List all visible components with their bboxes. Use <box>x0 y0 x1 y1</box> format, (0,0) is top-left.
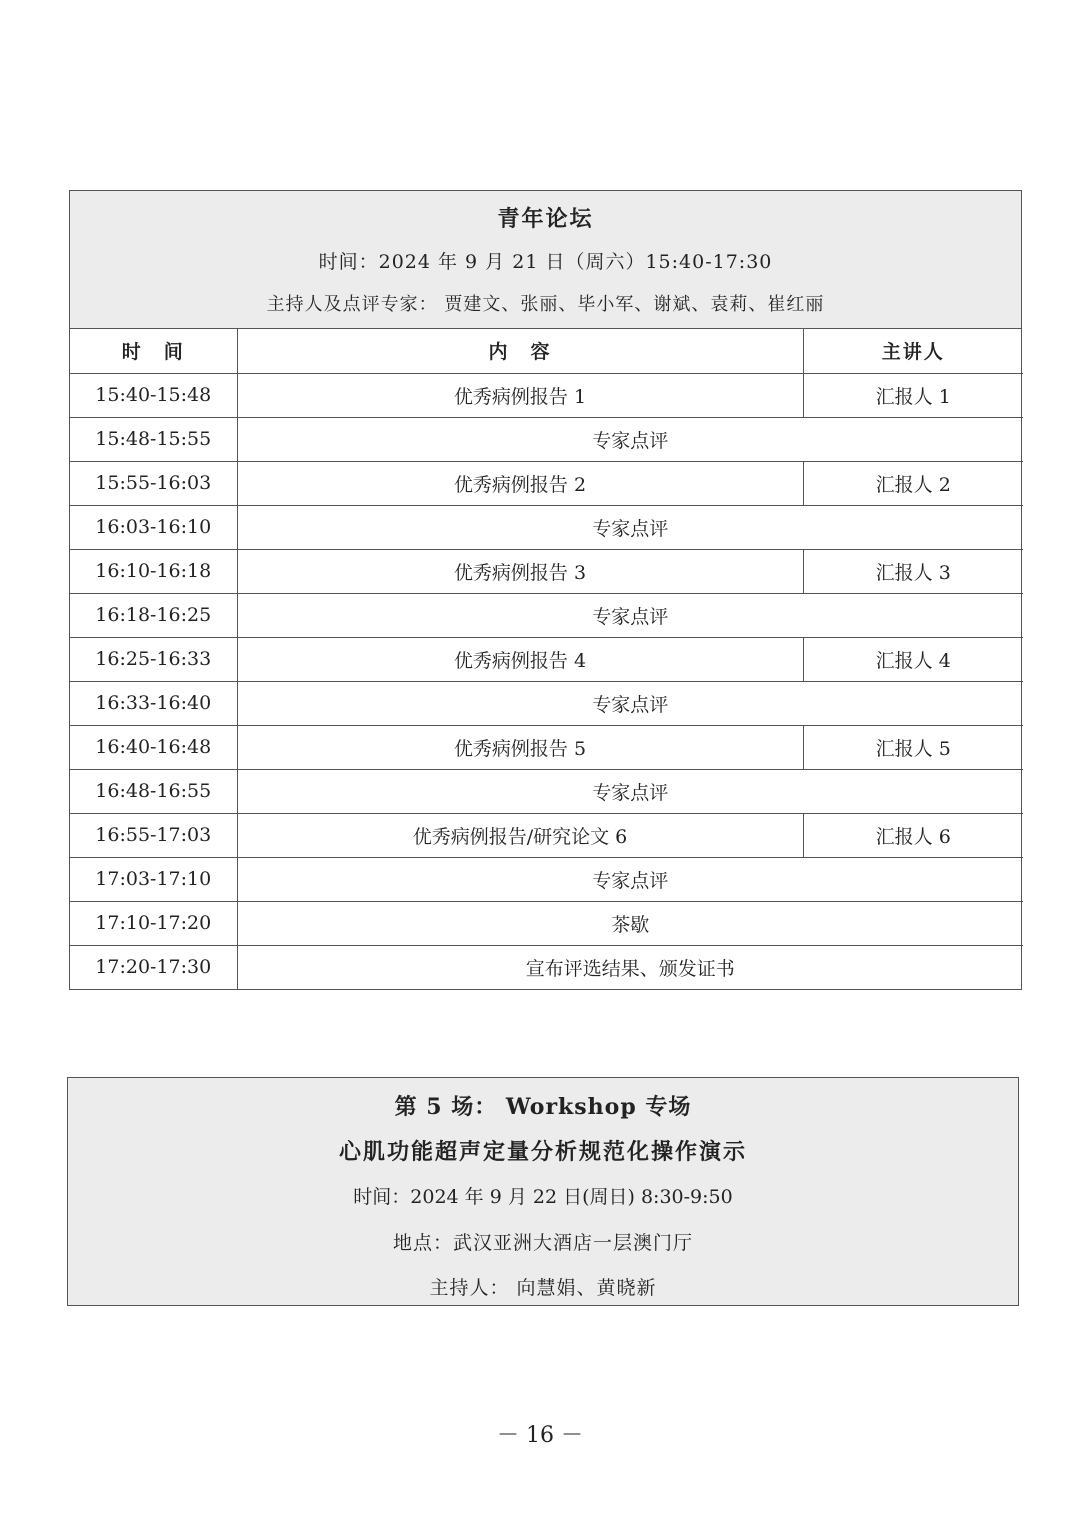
row-content: 优秀病例报告/研究论文 6 <box>237 813 803 857</box>
table-row <box>70 549 1023 593</box>
table-row <box>70 593 1023 637</box>
forum-title: 青年论坛 <box>497 206 594 232</box>
header-time: 时 间 <box>70 329 237 373</box>
row-time: 16:25-16:33 <box>70 637 237 681</box>
session5-time: 时间：2024 年 9 月 22 日(周日) 8:30-9:50 <box>353 1186 733 1208</box>
row-speaker: 汇报人 4 <box>803 637 1023 681</box>
row-content: 专家点评 <box>237 857 1023 901</box>
table-header-row <box>70 329 1023 373</box>
session5-location: 地点：武汉亚洲大酒店一层澳门厅 <box>392 1232 693 1254</box>
row-time: 15:48-15:55 <box>70 417 237 461</box>
table-row <box>70 461 1023 505</box>
header-content: 内 容 <box>237 329 803 373</box>
row-time: 17:10-17:20 <box>70 901 237 945</box>
row-content: 专家点评 <box>237 681 1023 725</box>
row-content: 优秀病例报告 2 <box>237 461 803 505</box>
row-time: 16:33-16:40 <box>70 681 237 725</box>
row-speaker: 汇报人 2 <box>803 461 1023 505</box>
row-content: 茶歇 <box>237 901 1023 945</box>
table-row <box>70 373 1023 417</box>
page-number: － 16 － <box>497 1423 583 1448</box>
row-speaker: 汇报人 1 <box>803 373 1023 417</box>
youth-forum-schedule <box>69 190 1022 990</box>
table-row <box>70 813 1023 857</box>
row-content: 优秀病例报告 5 <box>237 725 803 769</box>
session5-subtitle: 心肌功能超声定量分析规范化操作演示 <box>338 1139 747 1165</box>
forum-header <box>70 191 1021 329</box>
row-time: 16:48-16:55 <box>70 769 237 813</box>
row-content: 专家点评 <box>237 417 1023 461</box>
table-row <box>70 681 1023 725</box>
table-row <box>70 417 1023 461</box>
row-time: 15:55-16:03 <box>70 461 237 505</box>
session5-title: 第 5 场： Workshop 专场 <box>394 1094 692 1120</box>
session5-card <box>67 1077 1019 1306</box>
forum-hosts: 主持人及点评专家： 贾建文、张丽、毕小军、谢斌、袁莉、崔红丽 <box>266 294 825 315</box>
row-time: 15:40-15:48 <box>70 373 237 417</box>
row-content: 专家点评 <box>237 593 1023 637</box>
row-time: 16:10-16:18 <box>70 549 237 593</box>
row-time: 16:40-16:48 <box>70 725 237 769</box>
row-speaker: 汇报人 6 <box>803 813 1023 857</box>
forum-time: 时间：2024 年 9 月 21 日（周六）15:40-17:30 <box>318 251 773 273</box>
row-content: 专家点评 <box>237 505 1023 549</box>
session5-host: 主持人： 向慧娟、黄晓新 <box>429 1277 657 1299</box>
row-time: 16:55-17:03 <box>70 813 237 857</box>
row-speaker: 汇报人 3 <box>803 549 1023 593</box>
row-speaker: 汇报人 5 <box>803 725 1023 769</box>
row-time: 17:03-17:10 <box>70 857 237 901</box>
table-row <box>70 637 1023 681</box>
row-time: 16:18-16:25 <box>70 593 237 637</box>
table-row <box>70 945 1023 989</box>
row-content: 宣布评选结果、颁发证书 <box>237 945 1023 989</box>
row-content: 优秀病例报告 4 <box>237 637 803 681</box>
header-speaker: 主讲人 <box>803 329 1023 373</box>
table-row <box>70 505 1023 549</box>
table-row <box>70 901 1023 945</box>
table-row <box>70 725 1023 769</box>
schedule-table <box>70 329 1023 989</box>
table-row <box>70 857 1023 901</box>
row-content: 优秀病例报告 3 <box>237 549 803 593</box>
row-content: 专家点评 <box>237 769 1023 813</box>
row-time: 16:03-16:10 <box>70 505 237 549</box>
row-content: 优秀病例报告 1 <box>237 373 803 417</box>
table-row <box>70 769 1023 813</box>
row-time: 17:20-17:30 <box>70 945 237 989</box>
